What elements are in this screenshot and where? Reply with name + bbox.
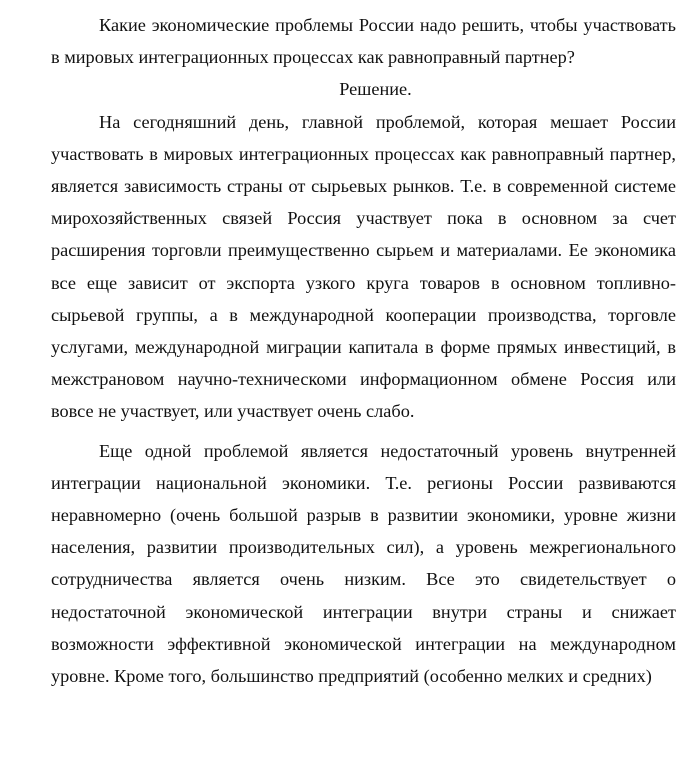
body-paragraph-2: Еще одной проблемой является недостаточный уровень внутренней интеграции национальной экономики. Т.е. регионы России развиваются неравномерно (очень большой разрыв в развитии экономики, уровне жизни населения, развитии производительных сил), а уровень межрегионального сотрудничества является очень низким. Все это свидетельствует о недостаточной экономической интеграции внутри страны и снижает возможности эффективной экономической интеграции на международном уровне. Кроме того, большинство предприятий (особенно мелких и средних) [51,440,676,687]
solution-heading: Решение. [339,79,412,100]
document-page [51,9,676,692]
body-paragraph-1: На сегодняшний день, главной проблемой, которая мешает России участвовать в мировых интеграционных процессах как равноправный партнер, является зависимость страны от сырьевых рынков. Т.е. в современной системе мирохозяйственных связей Россия участвует пока в основном за счет расширения торговли преимущественно сырьем и материалами. Ее экономика все еще зависит от экспорта узкого круга товаров в основном топливно-сырьевой группы, а в международной кооперации производства, торговле услугами, международной миграции капитала в форме прямых инвестиций, в межстрановом научно-техническоми информационном обмене Россия или вовсе не участвует, или участвует очень слабо. [51,111,676,422]
question-paragraph: Какие экономические проблемы России надо решить, чтобы участвовать в мировых интеграционных процессах как равноправный партнер? [51,15,676,68]
